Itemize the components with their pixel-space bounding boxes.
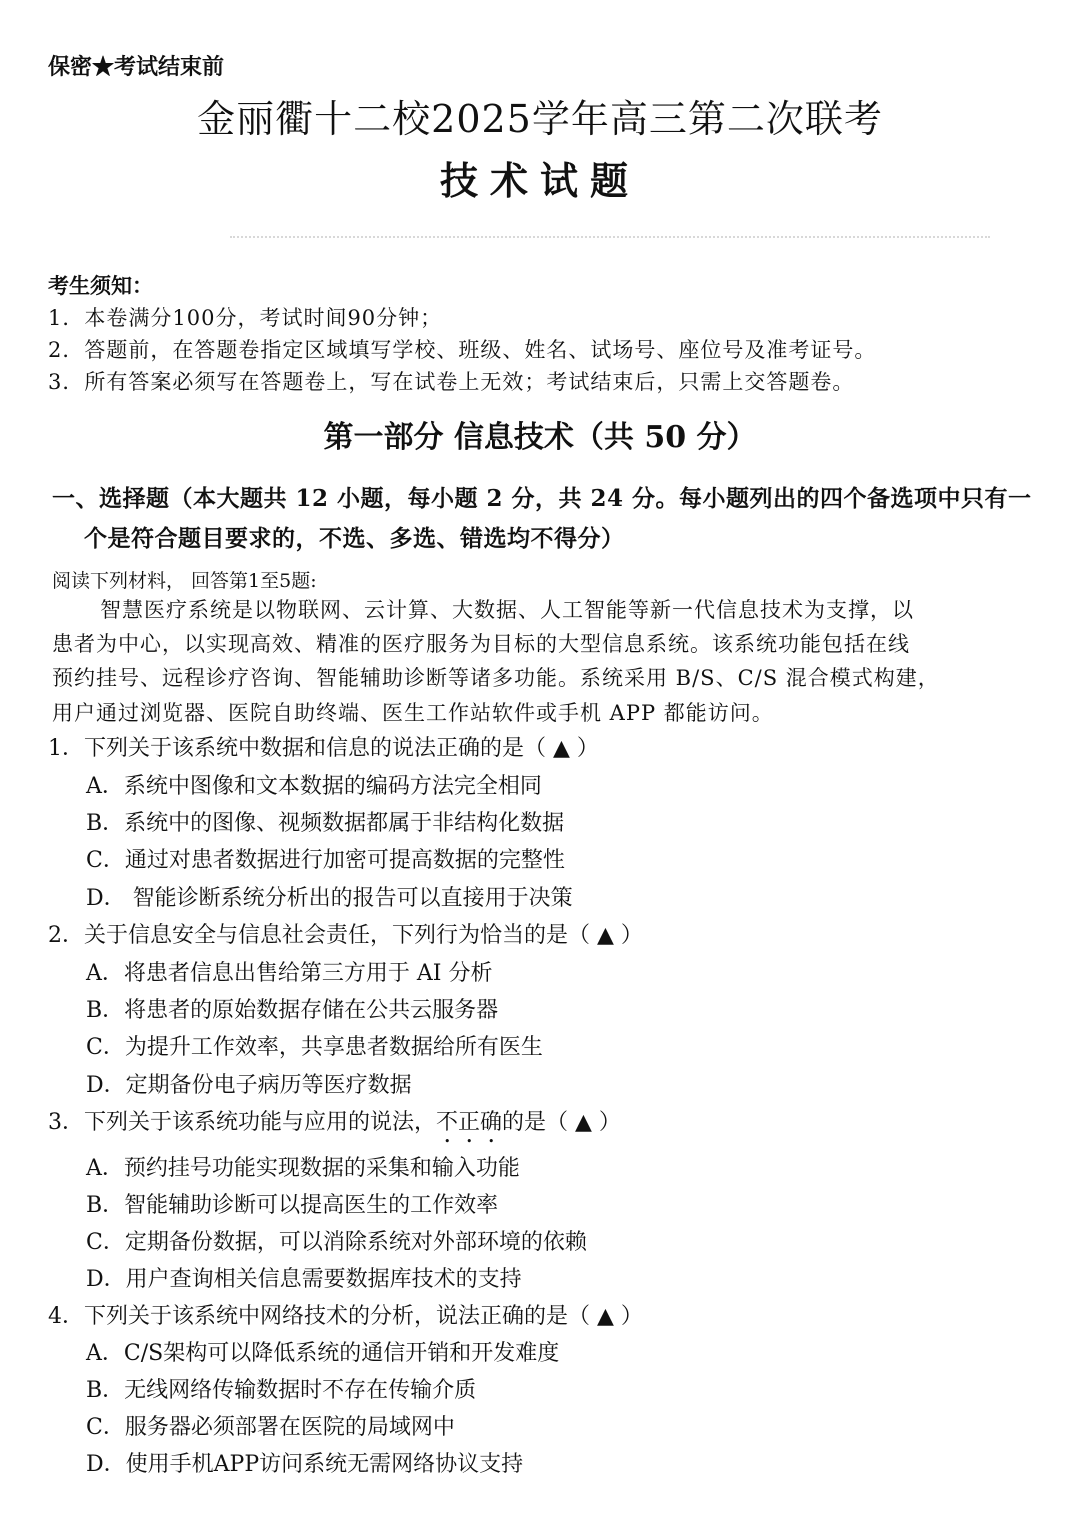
option-a: A．将患者信息出售给第三方用于 AI 分析 [86, 961, 493, 986]
stem-text: 的是（ ▲ ） [502, 1110, 621, 1135]
material-line: 患者为中心，以实现高效、精准的医疗服务为目标的大型信息系统。该系统功能包括在线 [52, 632, 910, 656]
material-line: 用户通过浏览器、医院自助终端、医生工作站软件或手机 APP 都能访问。 [52, 701, 774, 725]
option-a: A．系统中图像和文本数据的编码方法完全相同 [86, 774, 542, 799]
option-b: B．系统中的图像、视频数据都属于非结构化数据 [86, 811, 565, 836]
exam-title: 金丽衢十二校2025学年高三第二次联考 [197, 97, 883, 141]
section-title: 第一部分 信息技术（共 50 分） [323, 420, 757, 455]
material-line: 智慧医疗系统是以物联网、云计算、大数据、人工智能等新一代信息技术为支撑，以 [100, 598, 914, 622]
material-line: 预约挂号、远程诊疗咨询、智能辅助诊断等诸多功能。系统采用 B/S、C/S 混合模式构建， [52, 666, 940, 690]
option-c: C．定期备份数据，可以消除系统对外部环境的依赖 [86, 1230, 587, 1255]
emphasized-text: 不正确 [436, 1110, 503, 1135]
option-c: C．通过对患者数据进行加密可提高数据的完整性 [86, 848, 565, 873]
question-stem: 2．关于信息安全与信息社会责任，下列行为恰当的是（ ▲ ） [48, 923, 643, 948]
option-b: B．将患者的原始数据存储在公共云服务器 [86, 998, 499, 1023]
stem-text: 3．下列关于该系统功能与应用的说法， [48, 1110, 436, 1135]
option-b: B．智能辅助诊断可以提高医生的工作效率 [86, 1193, 499, 1218]
reading-hint: 阅读下列材料， 回答第1至5题: [52, 570, 317, 592]
option-c: C．为提升工作效率，共享患者数据给所有医生 [86, 1035, 543, 1060]
dotted-divider [230, 236, 990, 238]
question-stem: 4．下列关于该系统中网络技术的分析，说法正确的是（ ▲ ） [48, 1304, 643, 1329]
notice-heading: 考生须知： [48, 273, 153, 298]
question-stem [48, 1105, 621, 1148]
option-d: D．定期备份电子病历等医疗数据 [86, 1073, 412, 1098]
notice-item: 2．答题前，在答题卷指定区域填写学校、班级、姓名、试场号、座位号及准考证号。 [48, 338, 877, 362]
notice-item: 1．本卷满分100分，考试时间90分钟； [48, 306, 443, 330]
option-a: A．C/S架构可以降低系统的通信开销和开发难度 [86, 1341, 560, 1366]
option-d: D．使用手机APP访问系统无需网络协议支持 [86, 1452, 524, 1477]
question-stem: 1．下列关于该系统中数据和信息的说法正确的是（ ▲ ） [48, 736, 599, 761]
notice-item: 3．所有答案必须写在答题卷上，写在试卷上无效；考试结束后，只需上交答题卷。 [48, 370, 855, 394]
confidential-label: 保密★考试结束前 [48, 54, 225, 80]
exam-subtitle: 技术试题 [439, 158, 640, 203]
question-type-line: 一、选择题（本大题共 12 小题，每小题 2 分，共 24 分。每小题列出的四个备选项中只有一 [52, 485, 1032, 512]
option-c: C．服务器必须部署在医院的局域网中 [86, 1415, 455, 1440]
option-d: D．用户查询相关信息需要数据库技术的支持 [86, 1267, 522, 1292]
option-b: B．无线网络传输数据时不存在传输介质 [86, 1378, 477, 1403]
option-d: D． 智能诊断系统分析出的报告可以直接用于决策 [86, 886, 573, 911]
question-type-line: 个是符合题目要求的，不选、多选、错选均不得分） [84, 525, 625, 552]
option-a: A．预约挂号功能实现数据的采集和输入功能 [86, 1156, 520, 1181]
